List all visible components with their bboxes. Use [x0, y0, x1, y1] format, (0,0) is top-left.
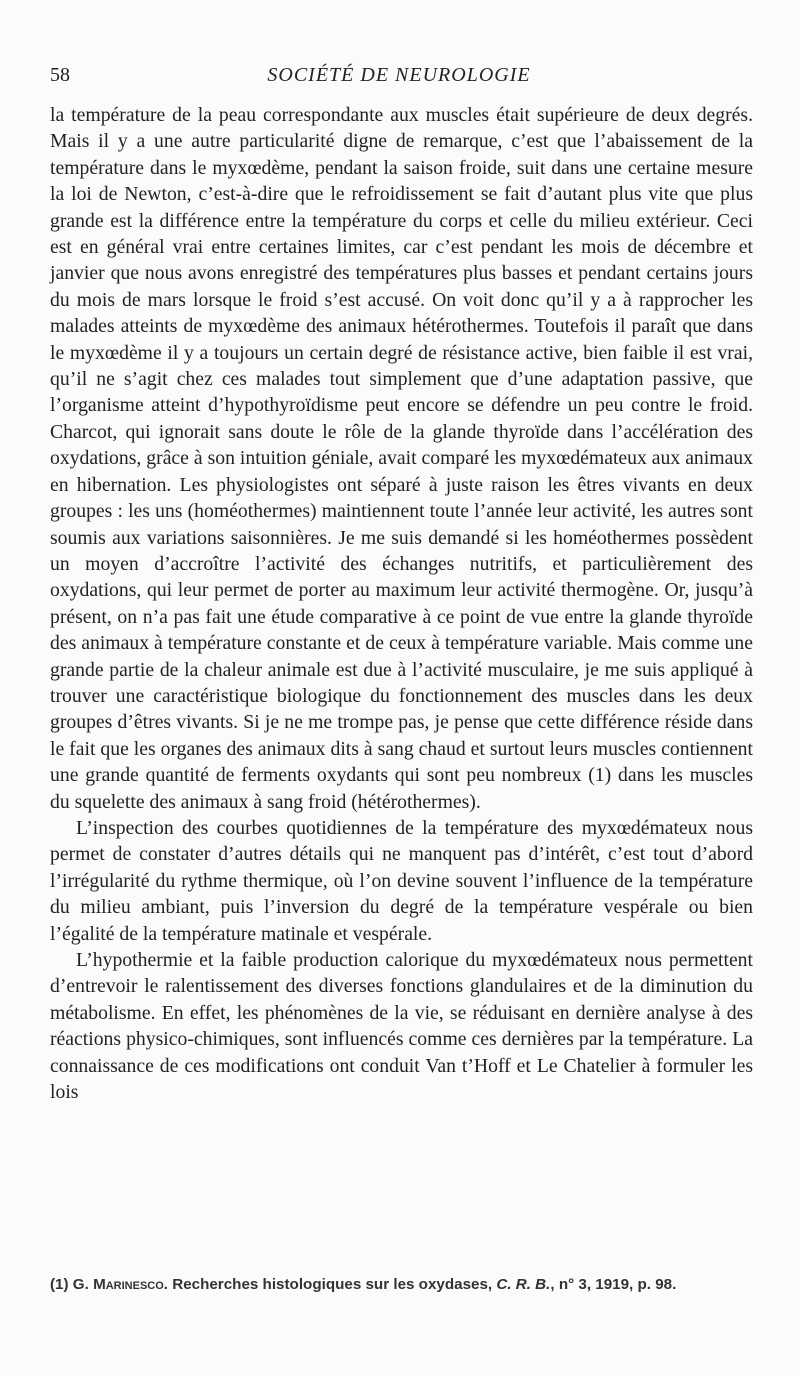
page-number: 58 [50, 64, 70, 86]
footnote-text: . Recherches histologiques sur les oxydases, [163, 1276, 497, 1293]
footnote-marker: (1) G. [50, 1276, 89, 1293]
footnote-ref: , n° 3, 1919, p. 98. [550, 1276, 677, 1293]
footnote-author: Marinesco [93, 1276, 164, 1293]
footnote-journal: C. R. B. [496, 1276, 551, 1293]
body-text [50, 102, 753, 1105]
page-header [50, 64, 748, 94]
footnote [50, 1276, 760, 1293]
paragraph-2: L’inspection des courbes quotidiennes de la température des myxœdémateux nous permet de constater d’autres détails qui ne manquent pas d’intérêt, c’est tout d’abord l’irrégularité du rythme thermique, où l’on devine souvent l’influence de la température du milieu ambiant, puis l’inversion du degré de la température vespérale ou bien l’égalité de la température matinale et vespérale. [50, 816, 753, 945]
paragraph-1: la température de la peau correspondante aux muscles était supérieure de deux degrés. Mais il y a une autre particularité digne de remarque, c’est que l’abaissement de la température dans le myxœdème, pendant la saison froide, suit dans une certaine mesure la loi de Newton, c’est-à-dire que le refroidissement se fait d’autant plus vite que plus grande est la différence entre la température du corps et celle du milieu extérieur. Ceci est en général vrai entre certaines limites, car c’est pendant les mois de décembre et janvier que nous avons enregistré des températures plus basses et pendant certains jours du mois de mars lorsque le froid s’est accusé. On voit donc qu’il y a à rapprocher les malades atteints de myxœdème des animaux hétérothermes. Toutefois il paraît que dans le myxœdème il y a toujours un certain degré de résistance active, bien faible il est vrai, qu’il ne s’agit chez ces malades tout simplement que d’une adaptation passive, que l’organisme atteint d’hypothyroïdisme peut encore se défendre un peu contre le froid. Charcot, qui ignorait sans doute le rôle de la glande thyroïde dans l’accélération des oxydations, grâce à son intuition géniale, avait comparé les myxœdémateux aux animaux en hibernation. Les physiologistes ont séparé à juste raison les êtres vivants en deux groupes : les uns (homéothermes) maintiennent toute l’année leur activité, les autres sont soumis aux variations saisonnières. Je me suis demandé si les homéothermes possèdent un moyen d’accroître l’activité des échanges nutritifs, et particulièrement des oxydations, qui leur permet de porter au maximum leur activité thermogène. Or, jusqu’à présent, on n’a pas fait une étude comparative à ce point de vue entre la glande thyroïde des animaux à température constante et de ceux à température variable. Mais comme une grande partie de la chaleur animale est due à l’activité musculaire, je me suis appliqué à trouver une caractéristique biologique du fonctionnement des muscles dans les deux groupes d’êtres vivants. Si je ne me trompe pas, je pense que cette différence réside dans le fait que les organes des animaux dits à sang chaud et surtout leurs muscles contiennent une grande quantité de ferments oxydants qui sont peu nombreux (1) dans les muscles du squelette des animaux à sang froid (hétérothermes). [50, 104, 753, 813]
paragraph-3: L’hypothermie et la faible production calorique du myxœdémateux nous permettent d’entrevoir le ralentissement des diverses fonctions glandulaires et de la diminution du métabolisme. En effet, les phénomènes de la vie, se réduisant en dernière analyse à des réactions physico-chimiques, sont influencés comme ces dernières par la température. La connaissance de ces modifications ont conduit Van t’Hoff et Le Chatelier à formuler les lois [50, 949, 753, 1104]
running-title: SOCIÉTÉ DE NEUROLOGIE [267, 64, 531, 86]
